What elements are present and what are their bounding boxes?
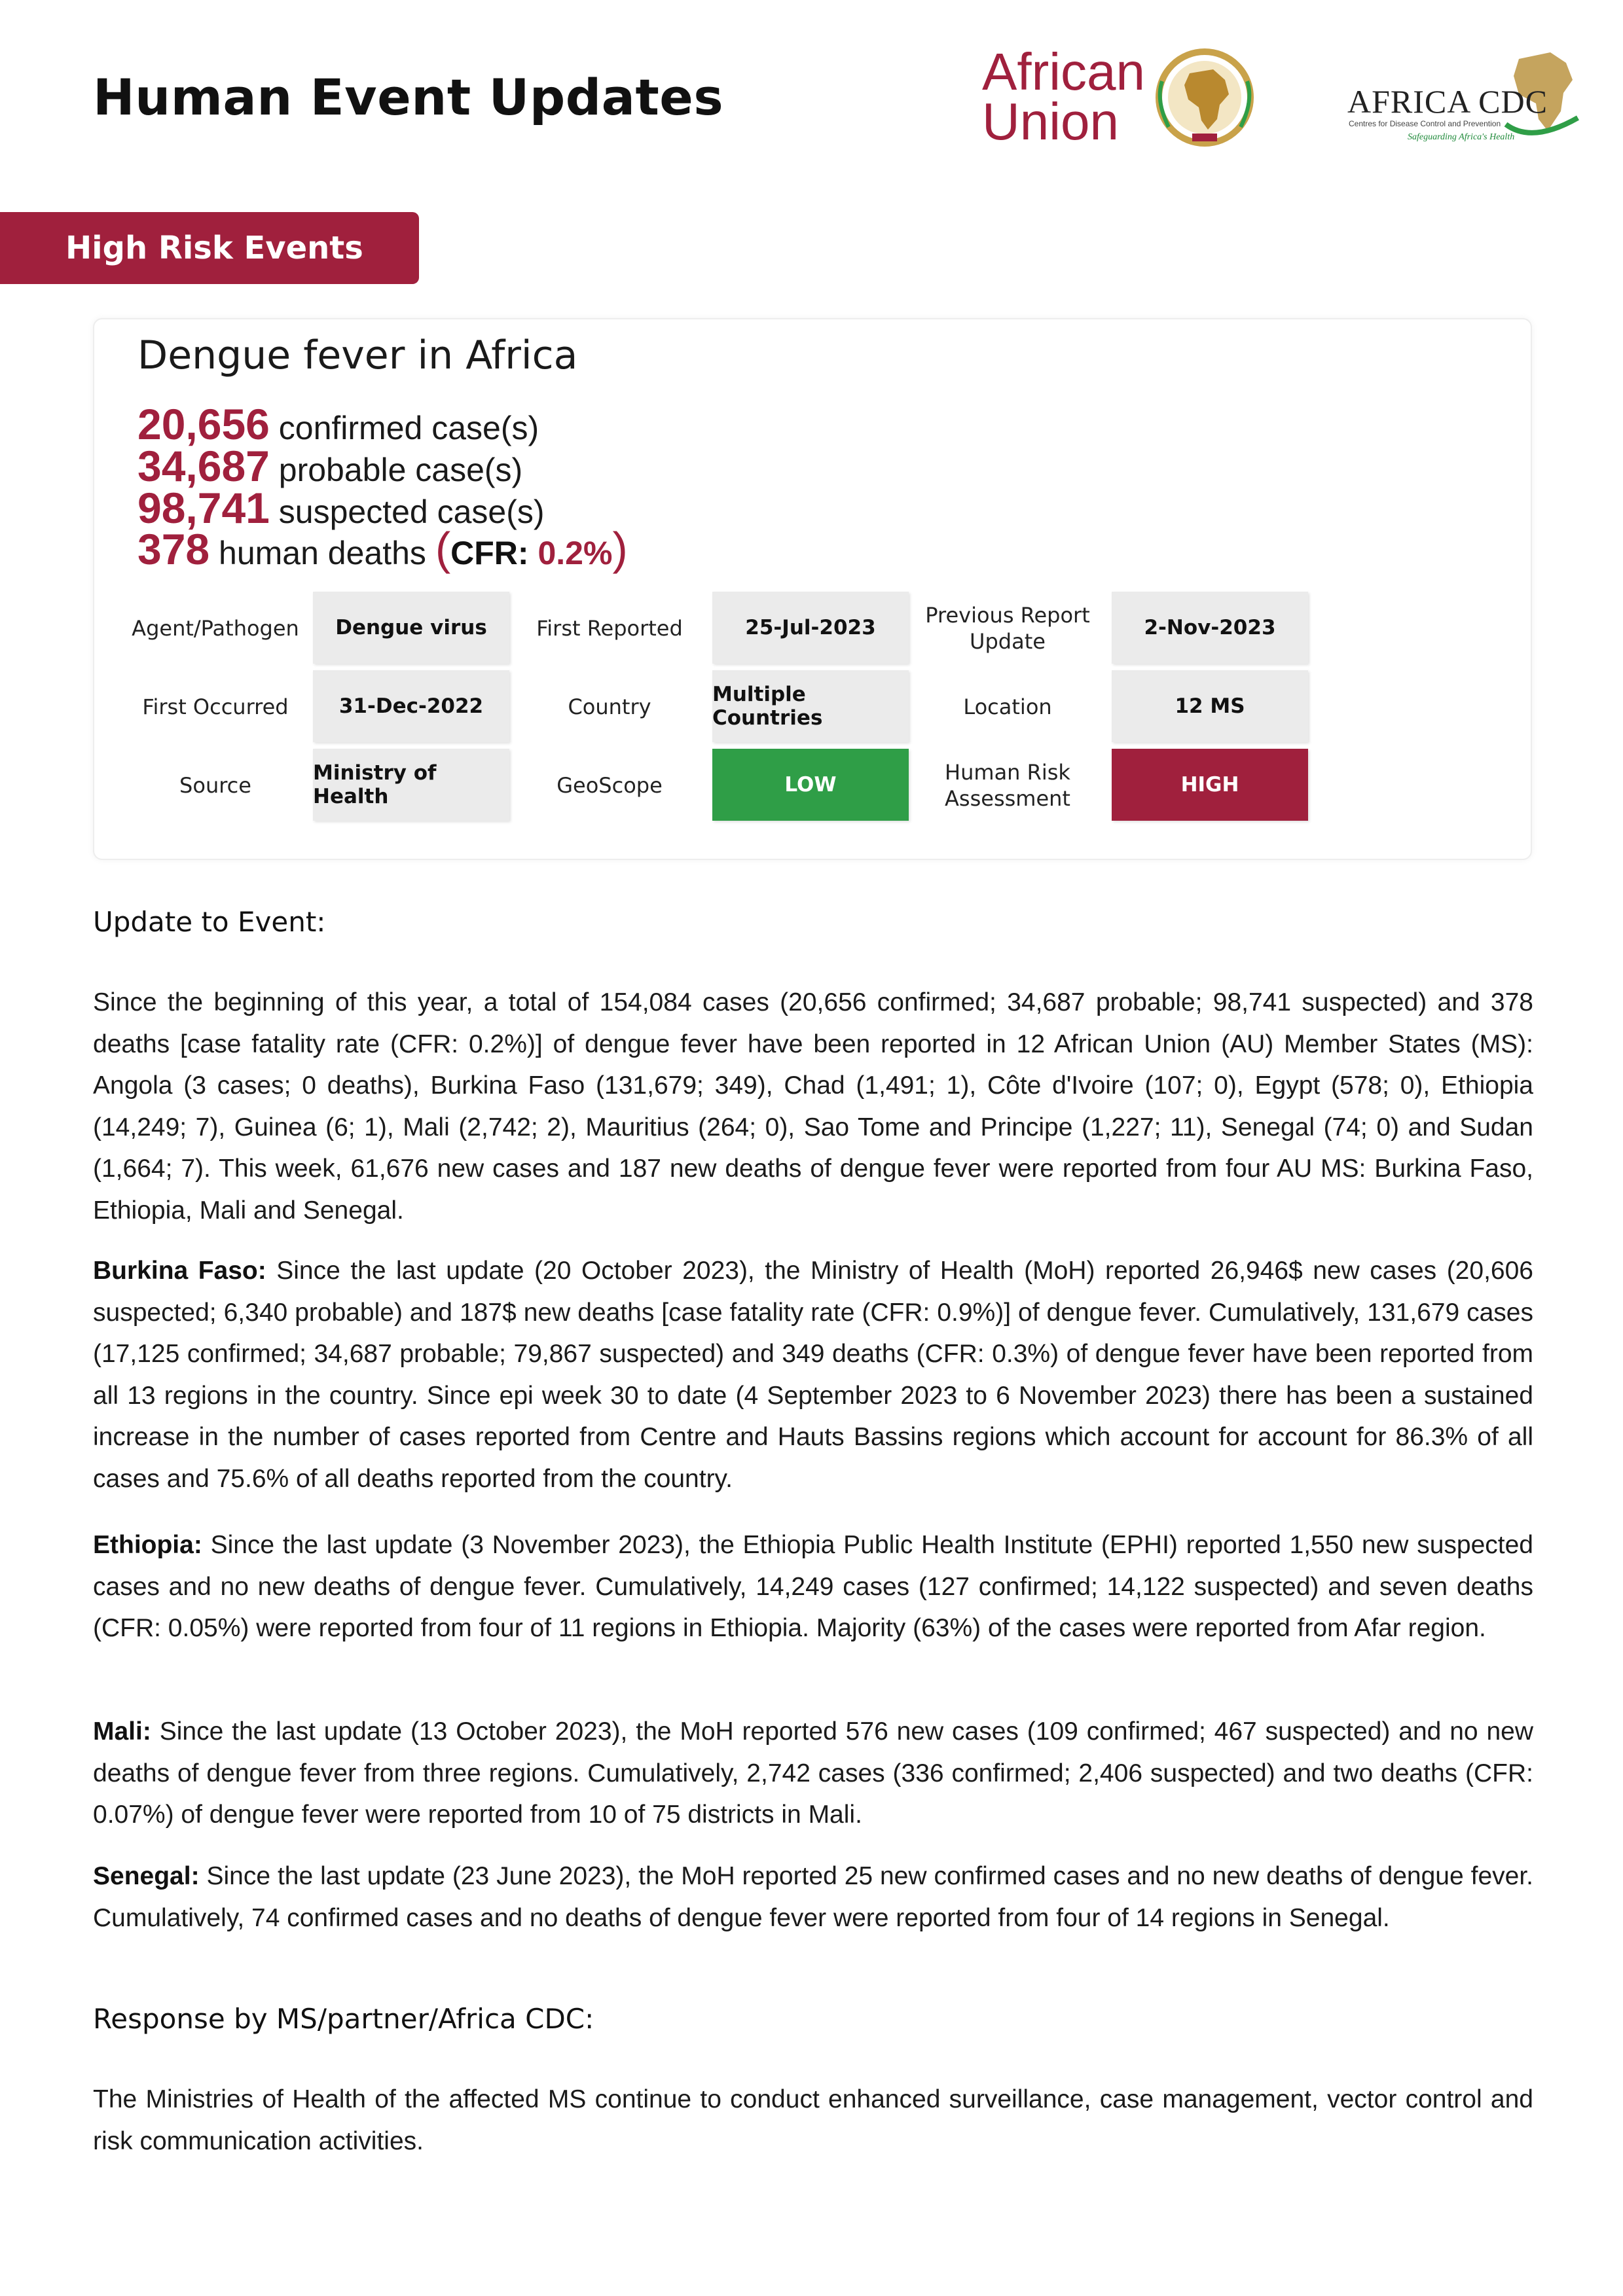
update-ethiopia: Ethiopia: Since the last update (3 November 2023), the Ethiopia Public Health Institute (EPHI) reported 1,550 new suspected cases and no new deaths of dengue fever. Cumulatively, 14,249 cases (127 confirmed; 14,122 suspected) and seven deaths (CFR: 0.05%) were reported from four of 11 regions in Ethiopia. Majority (63%) of the cases were reported from Afar region. [93,1531,1533,1642]
au-wordmark: African Union [982,43,1145,151]
update-senegal: Senegal: Since the last update (23 June 2023), the MoH reported 25 new confirmed cases and no new deaths of dengue fever. Cumulatively, 74 confirmed cases and no deaths of dengue fever were reported from four of 14 regions in Senegal. [93,1862,1533,1932]
country-label: Country [568,694,651,719]
geoscope-badge: LOW [712,749,909,821]
stat-suspected: 98,741 suspected case(s) [137,484,545,532]
cdc-tagline: Safeguarding Africa's Health [1408,132,1515,142]
page-title: Human Event Updates [93,68,724,126]
update-heading: Update to Event: [93,906,326,938]
agent-label: Agent/Pathogen [132,616,299,641]
first-reported-label: First Reported [536,616,683,641]
african-union-logo [982,42,1264,153]
event-card [93,318,1532,860]
first-occurred-value: 31-Dec-2022 [313,670,509,742]
stat-confirmed: 20,656 confirmed case(s) [137,400,539,448]
cdc-subtitle: Centres for Disease Control and Prevention [1349,119,1501,128]
au-emblem-icon [1149,42,1260,153]
geoscope-label: GeoScope [556,773,663,798]
cdc-title: AFRICA CDC [1347,83,1548,120]
update-burkina-faso: Burkina Faso: Since the last update (20 October 2023), the Ministry of Health (MoH) reported 26,946$ new cases (20,606 suspected; 6,340 probable) and 187$ new deaths [case fatality rate (CFR: 0.9%)] of dengue fever. Cumulatively, 131,679 cases (17,125 confirmed; 34,687 probable; 79,867 suspected) and 349 deaths (CFR: 0.3%) of dengue fever have been reported from all 13 regions in the country. Since epi week 30 to date (4 September 2023 to 6 November 2023) there has been a sustained increase in the number of cases reported from Centre and Hauts Bassins regions which account for account for 86.3% of all cases and 75.6% of all deaths reported from the country. [93,1257,1533,1493]
update-mali: Mali: Since the last update (13 October 2023), the MoH reported 576 new cases (109 confirmed; 467 suspected) and no new deaths of dengue fever from three regions. Cumulatively, 2,742 cases (336 confirmed; 2,406 suspected) and two deaths (CFR: 0.07%) of dengue fever were reported from 10 of 75 districts in Mali. [93,1717,1533,1829]
update-intro: Since the beginning of this year, a total of 154,084 cases (20,656 confirmed; 34,687 probable; 98,741 suspected) and 378 deaths [case fatality rate (CFR: 0.2%)] of dengue fever have been reported in 12 African Union (AU) Member States (MS): Angola (3 cases; 0 deaths), Burkina Faso (131,679; 349), Chad (1,491; 1), Côte d'Ivoire (107; 0), Egypt (578; 0), Ethiopia (14,249; 7), Guinea (6; 1), Mali (2,742; 2), Mauritius (264; 0), Sao Tome and Principe (1,227; 11), Senegal (74; 0) and Sudan (1,664; 7). This week, 61,676 new cases and 187 new deaths of dengue fever were reported from four AU MS: Burkina Faso, Ethiopia, Mali and Senegal. [93,988,1533,1225]
response-heading: Response by MS/partner/Africa CDC: [93,2003,594,2035]
stat-deaths: 378 human deaths (CFR: 0.2%) [137,523,628,574]
event-title: Dengue fever in Africa [137,332,578,378]
source-label: Source [179,773,251,798]
stat-probable: 34,687 probable case(s) [137,442,523,490]
risk-label: Human Risk Assessment [945,760,1070,811]
africa-cdc-logo [1342,46,1591,151]
first-reported-value: 25-Jul-2023 [712,592,909,664]
country-value: Multiple Countries [712,670,909,742]
prev-report-value: 2-Nov-2023 [1112,592,1308,664]
section-tab-high-risk: High Risk Events [0,212,419,284]
agent-value: Dengue virus [313,592,509,664]
source-value: Ministry of Health [313,749,509,821]
first-occurred-label: First Occurred [142,694,289,719]
prev-report-label: Previous Report Update [925,603,1090,654]
risk-badge: HIGH [1112,749,1308,821]
location-value: 12 MS [1112,670,1308,742]
location-label: Location [963,694,1052,719]
response-text: The Ministries of Health of the affected MS continue to conduct enhanced surveillance, case management, vector control and risk communication activities. [93,2085,1533,2155]
